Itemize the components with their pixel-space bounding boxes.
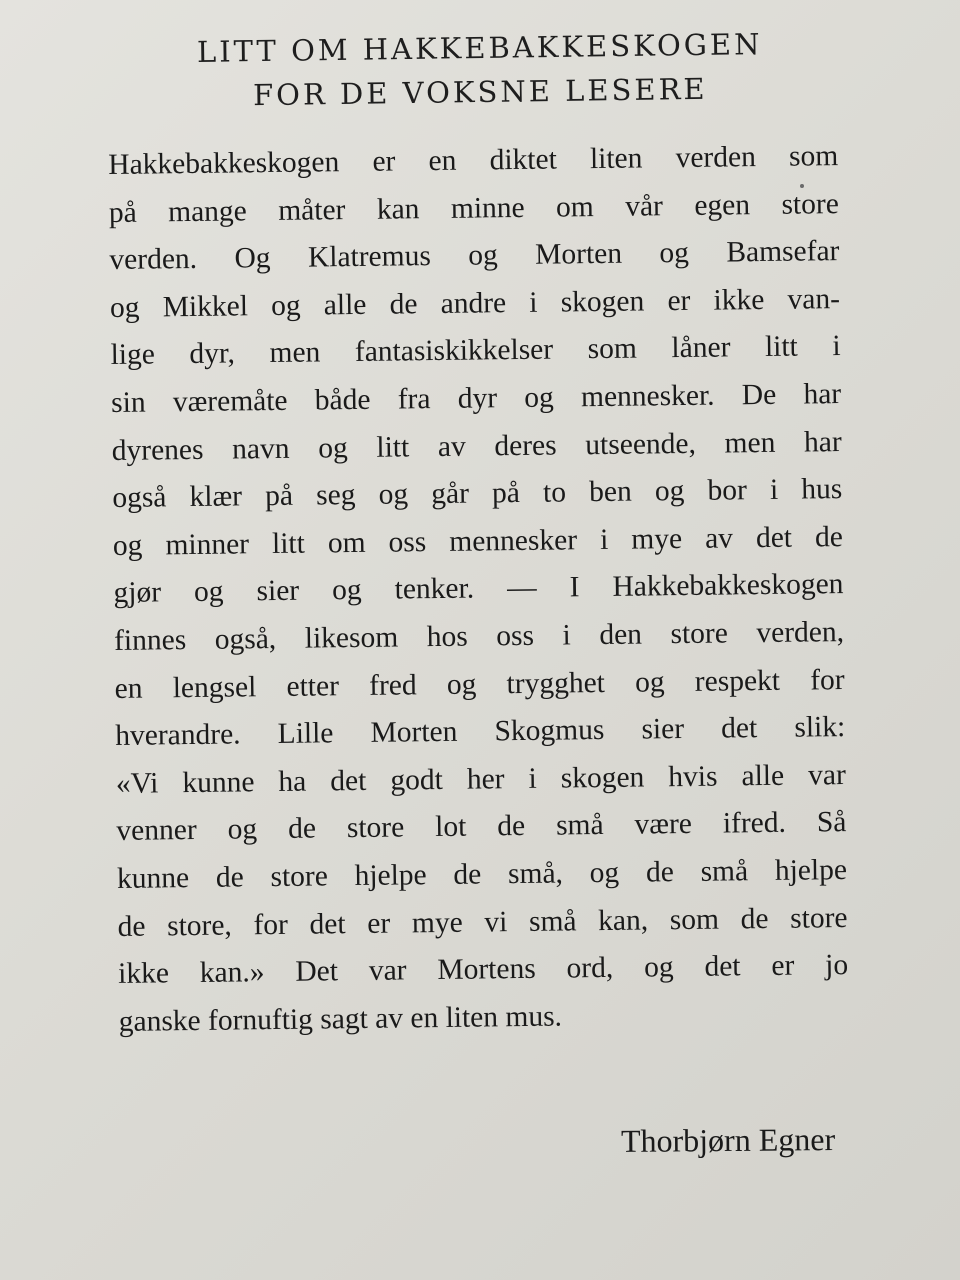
text-line-last: ganske fornuftig sagt av en liten mus. [118,1000,563,1038]
text-line: Hakkebakkeskogen er en diktet liten verden som [108,140,839,181]
body-paragraph [108,133,849,1046]
title-line-1: LITT OM HAKKEBAKKESKOGEN [196,27,763,69]
text-line: også klær på seg og går på to ben og bor i hus [112,473,843,515]
text-line: ikke kan.» Det var Mortens ord, og det er jo [117,949,849,991]
author-signature: Thorbjørn Egner [620,1121,836,1159]
text-line: på mange måter kan minne om vår egen store [108,187,840,229]
text-line: verden. Og Klatremus og Morten og Bamsefar [109,235,840,277]
page-title [99,21,860,120]
text-line: «Vi kunne ha det godt her i skogen hvis alle var [115,758,846,800]
text-line: gjør og sier og tenker. — I Hakkebakkeskogen [113,568,844,610]
text-line: sin væremåte både fra dyr og mennesker. De har [110,378,842,419]
text-line: dyrenes navn og litt av deres utseende, men har [111,425,842,467]
text-line: lige dyr, men fantasiskikkelser som låner litt i [110,330,841,372]
text-line: og minner litt om oss mennesker i mye av det de [112,520,844,562]
text-line: en lengsel etter fred og trygghet og respekt for [114,663,845,705]
text-line: og Mikkel og alle de andre i skogen er ikke van- [109,282,841,324]
title-line-2: FOR DE VOKSNE LESERE [252,71,708,113]
text-line: de store, for det er mye vi små kan, som de store [117,901,848,943]
text-line: hverandre. Lille Morten Skogmus sier det slik: [115,711,846,753]
text-line: venner og de store lot de små være ifred. Så [116,806,847,848]
text-line: finnes også, likesom hos oss i den store verden, [113,615,845,657]
text-line: kunne de store hjelpe de små, og de små hjelpe [116,853,848,895]
